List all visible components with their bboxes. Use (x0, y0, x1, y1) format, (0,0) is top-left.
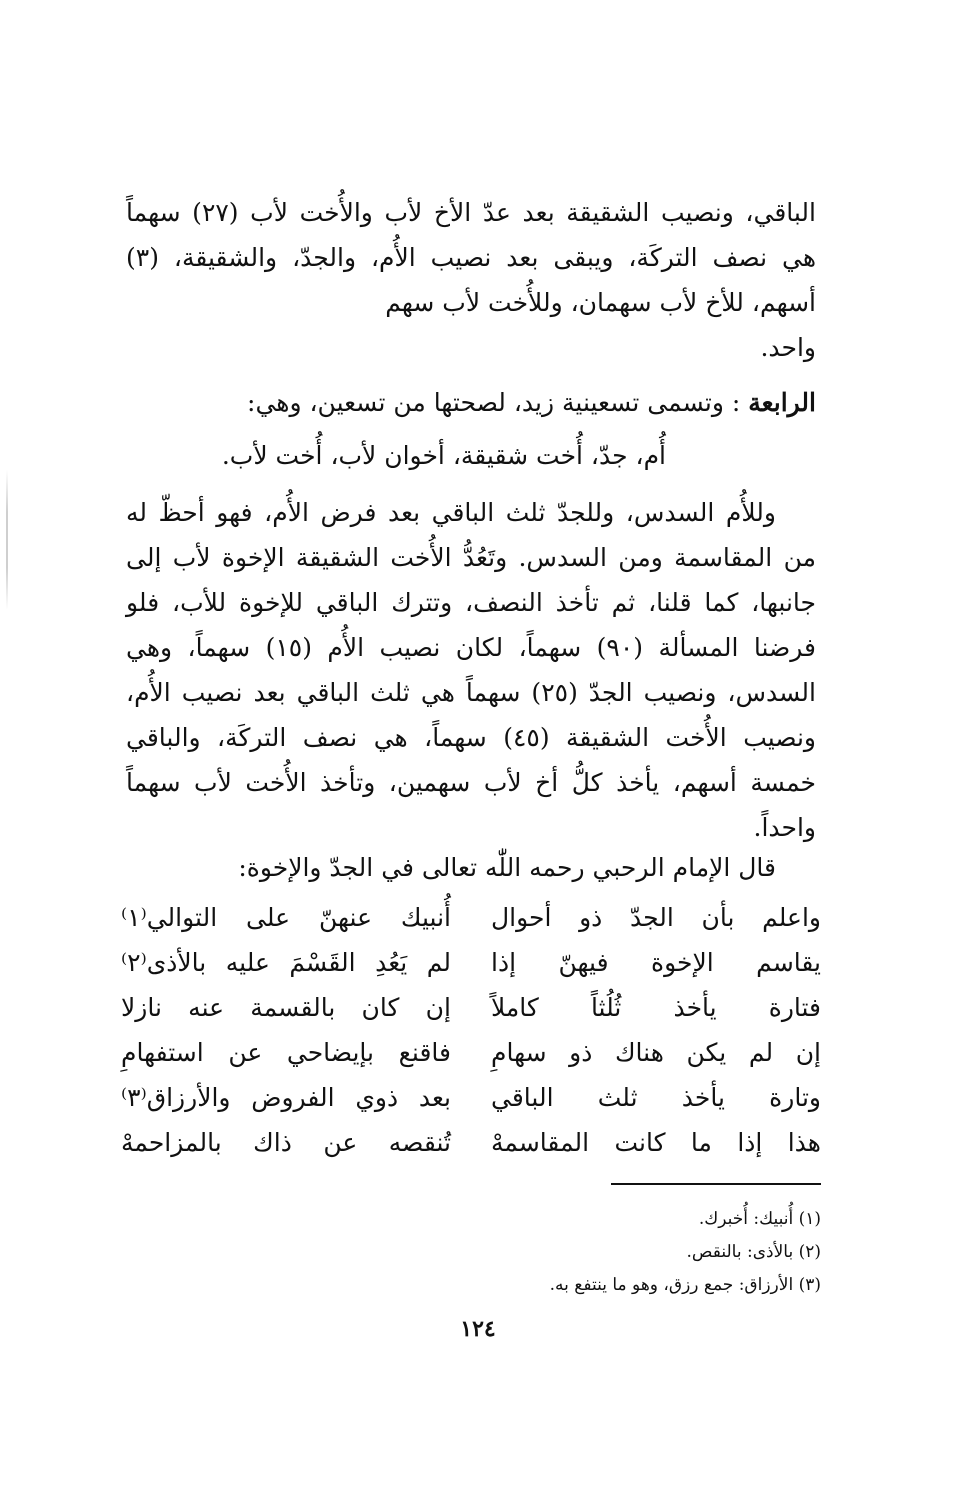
case-separator: : (731, 388, 741, 417)
page-number: ١٢٤ (460, 1316, 496, 1342)
paragraph-line: الباقي، ونصيب الشقيقة بعد عدّ الأخ لأب والأُخت لأب (٢٧) (192, 198, 816, 227)
verse-first-hemistich: إن لم يكن هناك ذو سهامِ (491, 1038, 821, 1067)
verse-second-hemistich: أُنبيك عنهنّ على التوالي⁽١⁾ (121, 903, 451, 932)
paragraph-line: والشقيقة، (٣) أسهم، للأخ لأب سهمان، وللأُخت لأب سهم (126, 243, 816, 317)
verse-second-hemistich: بعد ذوي الفروض والأرزاق⁽٣⁾ (121, 1083, 451, 1112)
verse-line (121, 1075, 821, 1120)
scan-edge-mark (6, 470, 8, 610)
case-label: الرابعة (748, 388, 816, 417)
verse-first-hemistich: هذا إذا ما كانت المقاسمهْ (491, 1128, 821, 1157)
paragraph-line: واحد. (760, 333, 816, 362)
explanation-paragraph: وللأُم السدس، وللجدّ ثلث الباقي بعد فرض الأُم، فهو أحظّ له من المقاسمة ومن السدس. وتَعُدُّ الأُخت الشقيقة الإخوة لأب إلى جانبها، كما قلنا، ثم تأخذ النصف، وتترك الباقي للإخوة للأب، فلو فرضنا المسألة (٩٠) سهماً، لكان نصيب الأُم (١٥) سهماً، وهي السدس، ونصيب الجدّ (٢٥) سهماً هي ثلث الباقي بعد نصيب الأُم، ونصيب الأُخت الشقيقة (٤٥) سهماً، هي نصف التركَة، والباقي خمسة أسهم، يأخذ كلُّ أخ لأب سهمين، وتأخذ الأُخت لأب سهماً واحداً. (126, 498, 816, 842)
poem (121, 895, 821, 1165)
footnote: (١) أُنبيك: أُخبرك. (698, 1209, 821, 1229)
verse-line (121, 940, 821, 985)
verse-first-hemistich: فتارة يأخذ ثُلُثاً كاملاً (491, 993, 821, 1022)
verse-second-hemistich: لم يَعُدِ القَسْمَ عليه بالأذى⁽٢⁾ (121, 948, 451, 977)
case-intro: وتسمى تسعينية زيد، لصحتها من تسعين، وهي: (247, 388, 724, 417)
footnotes (550, 1203, 821, 1302)
footnote: (٣) الأرزاق: جمع رزق، وهو ما ينتفع به. (549, 1275, 821, 1295)
footnote-divider (611, 1183, 821, 1185)
paragraph-continuation (126, 190, 816, 370)
verse-intro: قال الإمام الرحبي رحمه اللّٰه تعالى في الجدّ والإخوة: (238, 853, 776, 882)
verse-first-hemistich: يقاسم الإخوة فيهنّ إذا (491, 948, 821, 977)
footnote: (٢) بالأذى: بالنقص. (686, 1242, 821, 1262)
verse-line (121, 1030, 821, 1075)
verse-line (121, 1120, 821, 1165)
case-heading (126, 380, 816, 425)
verse-line (121, 985, 821, 1030)
verse-first-hemistich: وتارة يأخذ ثلث الباقي (491, 1083, 821, 1112)
verse-second-hemistich: تُنقصه عن ذاك بالمزاحمهْ (121, 1128, 451, 1157)
paragraph-line: سهماً هي نصف التركَة، ويبقى بعد نصيب الأُم، والجدّ، (126, 198, 817, 272)
verse-first-hemistich: واعلم بأن الجدّ ذو أحوال (491, 903, 821, 932)
verse-second-hemistich: فاقنع بإيضاحي عن استفهامِ (121, 1038, 451, 1067)
verse-line (121, 895, 821, 940)
case-members: أُم، جدّ، أُخت شقيقة، أخوان لأب، أُخت لأب. (221, 441, 666, 470)
verse-second-hemistich: إن كان بالقسمة عنه نازلا (121, 993, 451, 1022)
